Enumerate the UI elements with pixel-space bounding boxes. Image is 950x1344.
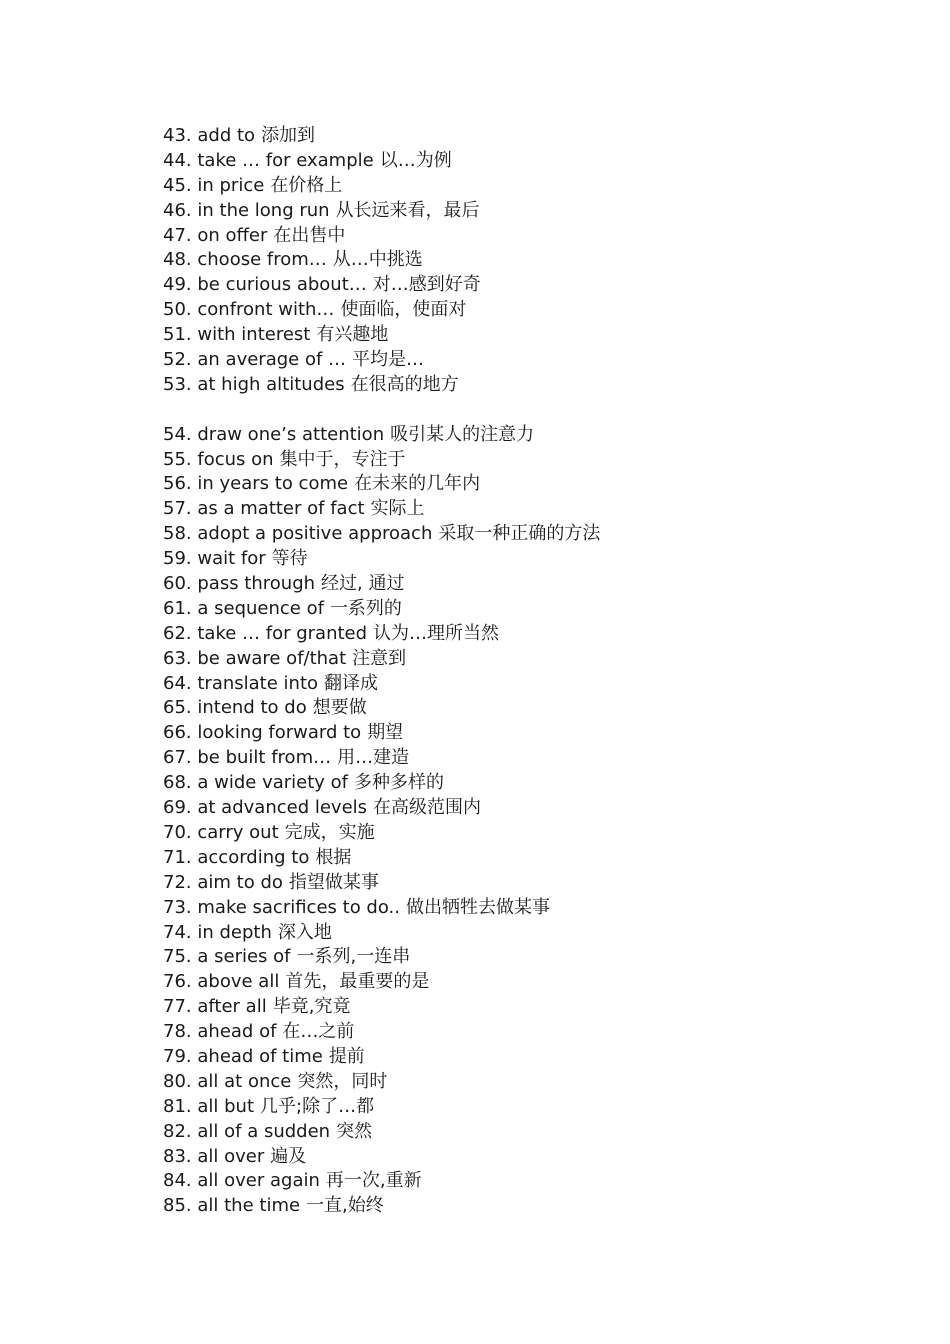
phrase-list	[163, 124, 923, 1219]
phrase-number: 51.	[163, 324, 192, 346]
phrase-english: aim to do	[197, 871, 283, 893]
phrase-number: 77.	[163, 996, 192, 1018]
phrase-item	[163, 1145, 923, 1170]
phrase-item	[163, 1045, 923, 1070]
phrase-chinese: 在高级范围内	[373, 797, 482, 819]
phrase-item	[163, 124, 923, 149]
phrase-english: carry out	[197, 821, 279, 843]
phrase-number: 62.	[163, 622, 192, 644]
phrase-item	[163, 1070, 923, 1095]
phrase-number: 68.	[163, 772, 192, 794]
phrase-english: intend to do	[197, 697, 307, 719]
phrase-chinese: 对…感到好奇	[372, 274, 481, 296]
phrase-number: 72.	[163, 871, 192, 893]
phrase-chinese: 平均是…	[352, 349, 425, 371]
phrase-chinese: 遍及	[270, 1145, 307, 1167]
phrase-number: 76.	[163, 971, 192, 993]
phrase-number: 54.	[163, 423, 192, 445]
phrase-item	[163, 348, 923, 373]
phrase-number: 59.	[163, 548, 192, 570]
phrase-english: take … for example	[197, 149, 374, 171]
phrase-english: at high altitudes	[197, 373, 345, 395]
phrase-item	[163, 896, 923, 921]
phrase-english: a series of	[197, 946, 291, 968]
phrase-english: choose from…	[197, 249, 327, 271]
phrase-chinese: 以…为例	[379, 149, 452, 171]
phrase-chinese: 再一次,重新	[325, 1170, 422, 1192]
phrase-english: take … for granted	[197, 622, 368, 644]
phrase-number: 71.	[163, 846, 192, 868]
phrase-item	[163, 373, 923, 398]
phrase-english: add to	[197, 125, 256, 146]
phrase-chinese: 集中于，专注于	[279, 448, 406, 470]
phrase-item	[163, 597, 923, 622]
phrase-item	[163, 821, 923, 846]
phrase-english: after all	[197, 996, 267, 1018]
phrase-english: all the time	[197, 1195, 301, 1217]
phrase-number: 66.	[163, 722, 192, 744]
phrase-item	[163, 970, 923, 995]
phrase-item	[163, 522, 923, 547]
phrase-chinese: 几乎;除了…都	[260, 1095, 375, 1117]
phrase-chinese: 在未来的几年内	[354, 473, 481, 495]
phrase-chinese: 突然	[336, 1120, 373, 1142]
phrase-number: 69.	[163, 797, 192, 819]
phrase-chinese: 在很高的地方	[350, 373, 459, 395]
phrase-item	[163, 796, 923, 821]
group-spacer	[163, 398, 923, 423]
phrase-item	[163, 696, 923, 721]
phrase-item	[163, 472, 923, 497]
phrase-number: 47.	[163, 224, 192, 246]
phrase-chinese: 等待	[271, 548, 308, 570]
phrase-number: 63.	[163, 647, 192, 669]
phrase-english: all of a sudden	[197, 1120, 331, 1142]
phrase-chinese: 注意到	[352, 647, 407, 669]
phrase-english: be built from…	[197, 747, 332, 769]
phrase-english: an average of …	[197, 349, 347, 371]
phrase-chinese: 从长远来看，最后	[335, 199, 480, 221]
phrase-chinese: 采取一种正确的方法	[438, 523, 601, 545]
phrase-english: according to	[197, 846, 310, 868]
phrase-item	[163, 323, 923, 348]
phrase-english: in the long run	[197, 199, 330, 221]
phrase-english: be curious about…	[197, 274, 367, 296]
phrase-item	[163, 149, 923, 174]
phrase-english: looking forward to	[197, 722, 362, 744]
phrase-english: be aware of/that	[197, 647, 347, 669]
phrase-number: 78.	[163, 1021, 192, 1043]
phrase-item	[163, 1020, 923, 1045]
phrase-chinese: 指望做某事	[288, 871, 379, 893]
phrase-english: all over	[197, 1145, 265, 1167]
phrase-number: 81.	[163, 1095, 192, 1117]
phrase-english: make sacrifices to do..	[197, 896, 400, 918]
phrase-number: 75.	[163, 946, 192, 968]
phrase-number: 67.	[163, 747, 192, 769]
phrase-number: 84.	[163, 1170, 192, 1192]
phrase-number: 61.	[163, 597, 192, 619]
phrase-chinese: 提前	[328, 1045, 365, 1067]
phrase-number: 64.	[163, 672, 192, 694]
phrase-item	[163, 846, 923, 871]
phrase-item	[163, 1194, 923, 1219]
phrase-chinese: 添加到	[261, 125, 316, 146]
phrase-chinese: 实际上	[370, 498, 425, 520]
phrase-item	[163, 224, 923, 249]
phrase-number: 60.	[163, 573, 192, 595]
phrase-number: 58.	[163, 523, 192, 545]
phrase-english: in price	[197, 174, 265, 196]
phrase-english: draw one’s attention	[197, 423, 385, 445]
phrase-chinese: 深入地	[277, 921, 332, 943]
phrase-chinese: 毕竟,究竟	[272, 996, 351, 1018]
phrase-chinese: 用…建造	[337, 747, 410, 769]
phrase-number: 80.	[163, 1070, 192, 1092]
phrase-number: 44.	[163, 149, 192, 171]
phrase-chinese: 在价格上	[270, 174, 343, 196]
phrase-english: as a matter of fact	[197, 498, 365, 520]
phrase-item	[163, 448, 923, 473]
phrase-english: ahead of	[197, 1021, 277, 1043]
phrase-chinese: 一直,始终	[306, 1195, 384, 1217]
phrase-number: 52.	[163, 349, 192, 371]
phrase-item	[163, 1095, 923, 1120]
phrase-item	[163, 298, 923, 323]
phrase-chinese: 突然，同时	[297, 1070, 388, 1092]
phrase-number: 46.	[163, 199, 192, 221]
phrase-english: in depth	[197, 921, 272, 943]
phrase-english: confront with…	[197, 299, 335, 321]
phrase-english: all but	[197, 1095, 255, 1117]
phrase-chinese: 在…之前	[282, 1021, 355, 1043]
phrase-item	[163, 672, 923, 697]
phrase-english: a sequence of	[197, 597, 324, 619]
phrase-number: 83.	[163, 1145, 192, 1167]
phrase-chinese: 认为…理所当然	[373, 622, 500, 644]
phrase-number: 73.	[163, 896, 192, 918]
phrase-english: focus on	[197, 448, 274, 470]
phrase-chinese: 想要做	[312, 697, 367, 719]
phrase-item	[163, 945, 923, 970]
phrase-number: 70.	[163, 821, 192, 843]
phrase-chinese: 翻译成	[324, 672, 379, 694]
phrase-item	[163, 647, 923, 672]
phrase-number: 49.	[163, 274, 192, 296]
phrase-english: above all	[197, 971, 280, 993]
phrase-number: 48.	[163, 249, 192, 271]
phrase-chinese: 首先，最重要的是	[285, 971, 430, 993]
phrase-item	[163, 622, 923, 647]
phrase-english: on offer	[197, 224, 268, 246]
phrase-item	[163, 995, 923, 1020]
phrase-english: ahead of time	[197, 1045, 323, 1067]
phrase-chinese: 从…中挑选	[332, 249, 423, 271]
phrase-item	[163, 174, 923, 199]
phrase-chinese: 有兴趣地	[316, 324, 389, 346]
phrase-number: 82.	[163, 1120, 192, 1142]
phrase-chinese: 吸引某人的注意力	[390, 423, 535, 445]
phrase-item	[163, 721, 923, 746]
phrase-number: 43.	[163, 125, 192, 146]
phrase-chinese: 多种多样的	[354, 772, 445, 794]
phrase-item	[163, 871, 923, 896]
phrase-item	[163, 248, 923, 273]
phrase-chinese: 根据	[315, 846, 352, 868]
phrase-english: with interest	[197, 324, 311, 346]
phrase-english: wait for	[197, 548, 266, 570]
phrase-chinese: 经过, 通过	[321, 573, 405, 595]
phrase-item	[163, 199, 923, 224]
phrase-number: 65.	[163, 697, 192, 719]
phrase-number: 50.	[163, 299, 192, 321]
phrase-number: 74.	[163, 921, 192, 943]
phrase-english: all at once	[197, 1070, 292, 1092]
phrase-number: 55.	[163, 448, 192, 470]
phrase-chinese: 在出售中	[273, 224, 346, 246]
phrase-chinese: 期望	[367, 722, 404, 744]
phrase-english: in years to come	[197, 473, 349, 495]
phrase-number: 56.	[163, 473, 192, 495]
phrase-item	[163, 1120, 923, 1145]
phrase-item	[163, 497, 923, 522]
phrase-chinese: 一系列的	[329, 597, 402, 619]
phrase-item	[163, 273, 923, 298]
phrase-number: 79.	[163, 1045, 192, 1067]
phrase-item	[163, 572, 923, 597]
phrase-chinese: 做出牺牲去做某事	[406, 896, 550, 918]
phrase-number: 53.	[163, 373, 192, 395]
phrase-english: at advanced levels	[197, 797, 368, 819]
phrase-english: pass through	[197, 573, 316, 595]
phrase-chinese: 一系列,一连串	[296, 946, 411, 968]
phrase-english: adopt a positive approach	[197, 523, 433, 545]
phrase-number: 85.	[163, 1195, 192, 1217]
phrase-item	[163, 746, 923, 771]
phrase-item	[163, 423, 923, 448]
phrase-number: 45.	[163, 174, 192, 196]
phrase-item	[163, 1169, 923, 1194]
phrase-chinese: 完成，实施	[284, 821, 375, 843]
phrase-english: all over again	[197, 1170, 320, 1192]
phrase-number: 57.	[163, 498, 192, 520]
phrase-item	[163, 771, 923, 796]
phrase-item	[163, 547, 923, 572]
phrase-english: a wide variety of	[197, 772, 349, 794]
phrase-english: translate into	[197, 672, 319, 694]
phrase-item	[163, 921, 923, 946]
phrase-chinese: 使面临，使面对	[340, 299, 467, 321]
